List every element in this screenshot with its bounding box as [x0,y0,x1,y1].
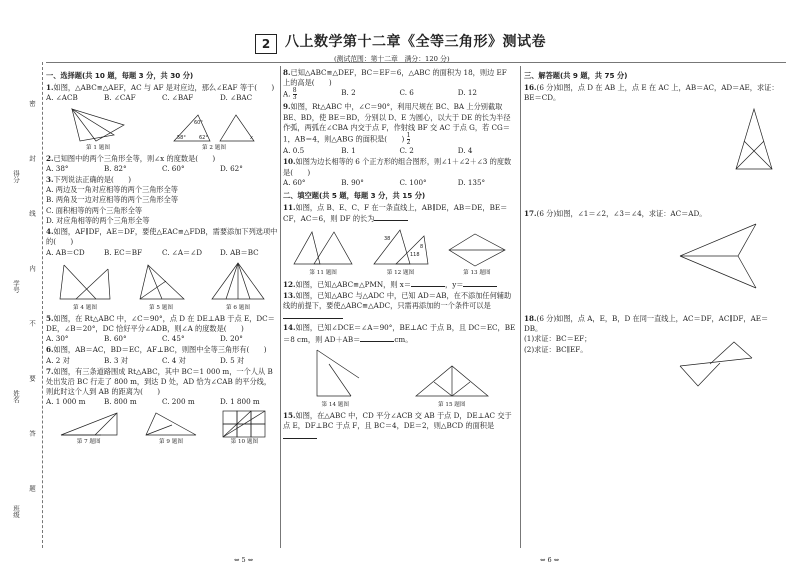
class-label: 班级 [12,505,20,518]
answer-space-16[interactable] [524,175,786,209]
paper-subtitle: (测试范围：第十二章 满分：120 分) [334,55,450,63]
svg-text:38: 38 [384,235,391,242]
figure-15-diagram [412,362,492,402]
paper-number: 2 [255,34,277,54]
svg-text:60°: 60° [194,119,203,126]
figure-13-diagram [445,230,509,270]
figure-15 [412,362,492,410]
svg-text:8: 8 [420,243,424,250]
figure-12-caption: 第 12 题图 [386,269,415,276]
q18-part-2: (2)求证：BC∥EF。 [524,344,588,354]
figure-4-diagram [56,259,114,305]
page-number-right: ⇔ 6 ⇔ [540,556,560,564]
figures-1-2 [46,105,278,153]
seal-char: 内 [28,265,36,272]
figure-16-diagram [732,105,776,175]
figure-13 [445,230,509,278]
student-info-strip [8,60,36,540]
figure-17 [524,220,786,292]
figure-14 [307,346,363,410]
svg-text:118: 118 [410,251,421,258]
seal-char: 线 [28,210,36,217]
q12-x-blank[interactable] [411,279,445,287]
figure-10 [221,409,267,447]
question-14: 14.如图，已知∠DCE＝∠A＝90°，BE⊥AC 于点 B，且 DC＝EC，BE＝8 cm，则 AD＋AB＝ cm。 [283,323,516,344]
name-label: 姓名 [12,390,20,403]
figure-2-diagram [170,111,258,145]
figure-14-caption: 第 14 题图 [321,401,349,408]
figures-11-13 [283,226,516,278]
seal-char: 封 [28,155,36,162]
question-1: 1.如图，△ABC≌△AEF，AC 与 AF 是对应边，那么∠EAF 等于( ) A. ∠ACB B. ∠CAF C. ∠BAF D. ∠BAC [46,83,275,103]
divider-1 [280,66,281,548]
divider-2 [520,66,521,548]
figure-12-diagram [370,226,430,270]
figure-17-diagram [676,220,766,292]
question-7: 7.如图，有三条道路围成 Rt△ABC，其中 BC＝1 000 m，一个人从 B 处出发沿 BC 行走了 800 m，到达 D 处，AD 恰为∠CAB 的平分线，则此时这个人到 AB 的距离为( ) A. 1 000 m B. 800 m C. 200 m D. 1 800 m [46,366,273,407]
q11-answer-blank[interactable] [374,213,408,221]
q8-option-a: A. $\frac{8}{3}$ [283,87,297,102]
question-8: 8.已知△ABC≌△DEF，BC＝EF＝6，△ABC 的面积为 18，则边 EF 上的高是( ) A. $\frac{8}{3}$ B. 2 C. 6 D. 12 [283,68,507,102]
paper-title: 八上数学第十二章《全等三角形》测试卷 [285,34,546,50]
figure-13-caption: 第 13 题图 [463,269,491,276]
question-5: 5.如图，在 Rt△ABC 中，∠C＝90°，点 D 在 DE⊥AB 于点 E，DC＝DE，∠B＝20°，DC 恰好平分∠ADB，则∠A 的度数是( ) A. 30° B. 60° C. 45° D. 20° [46,313,275,344]
question-18: 18.(6 分)如图，点 A，E，B，D 在同一直线上，AC＝DF，AC∥DF，AE＝DB。 (1)求证：BC＝EF； (2)求证：BC∥EF。 [524,314,786,355]
page-number-left: ⇔ 5 ⇔ [234,556,254,564]
figure-4 [56,259,114,313]
figure-11 [290,226,356,278]
q12-y-blank[interactable] [463,279,497,287]
question-9: 9.如图，Rt△ABC 中，∠C＝90°，利用尺规在 BC、BA 上分别截取 BE、BD，使 BE＝BD，分别以 D、E 为圆心，以大于 DE 的长为半径作弧，两弧在∠CBA 内交于点 F，作射线 BF 交 AC 于点 G，若 CG＝1，AB＝4，则△ABG 的面积是( ) $\frac{1}{2}$ A. 0.5 B. 1 C. 2 D. 4 [283,102,511,156]
answer-space-17[interactable] [524,292,786,314]
section-choice-title: 一、选择题(共 10 题，每题 3 分，共 30 分) [46,71,194,80]
figure-6-caption: 第 6 题图 [226,304,250,311]
figure-5 [134,259,188,313]
figure-2-caption: 第 2 题图 [202,144,226,151]
score-label: 得分 [12,170,20,183]
figure-2 [170,111,258,153]
figure-16 [524,105,786,175]
q18-part-1: (1)求证：BC＝EF； [524,334,592,344]
question-13: 13.如图，已知△ABC 与△ADC 中，已知 AD＝AB，在不添加任何辅助线的前提下，要使△ABC≌△ADC，只需再添加的一个条件可以是 [283,291,516,323]
figures-14-15 [283,346,516,410]
question-2: 2.已知图中的两个三角形全等，则∠x 的度数是( ) A. 38° B. 82° C. 60° D. 62° [46,153,243,173]
figure-6 [208,259,268,313]
figures-7-10 [46,409,278,447]
seal-char: 要 [28,375,36,382]
q13-answer-blank[interactable] [283,311,343,319]
figure-9-caption: 第 9 题图 [159,438,183,445]
svg-text:58°: 58° [177,134,186,141]
question-11: 11.如图，点 B、E、C、F 在一条直线上，AB∥DE，AB＝DE，BE＝CF，AC＝6，则 DF 的长为 [283,203,508,224]
section-fill-title: 二、填空题(共 5 题，每题 3 分，共 15 分) [283,190,426,200]
figure-7 [57,411,121,447]
left-column [46,68,278,548]
figure-5-caption: 第 5 题图 [149,304,173,311]
figure-9-diagram [142,411,200,439]
q15-answer-blank[interactable] [283,431,317,439]
q14-answer-blank[interactable] [360,334,394,342]
middle-column [283,68,516,548]
fraction-8-3: $\frac{8}{3}$ [292,87,297,102]
question-6: 6.如图，AB＝AC，BD＝EC，AF⊥BC，则图中全等三角形有( ) A. 2 对 B. 3 对 C. 4 对 D. 5 对 [46,345,267,365]
figure-15-caption: 第 15 题图 [438,401,466,408]
question-4: 4.如图，AF∥DF，AE＝DF，要使△EAC≌△FDB，需要添加下列选项中的( ) A. AB＝CD B. EC＝BF C. ∠A＝∠D D. AB＝BC [46,227,278,257]
question-3: 3.下列说法正确的是( ) A. 两边及一角对应相等的两个三角形全等 B. 两角及一边对应相等的两个三角形全等 C. 面积相等的两个三角形全等 D. 对应角相等的两个三角形全等 [46,175,179,225]
section-answer-title: 三、解答题(共 9 题，共 75 分) [524,71,628,80]
figure-11-diagram [290,226,356,270]
left-border [42,62,43,548]
question-16: 16.(6 分)如图，点 D 在 AB 上，点 E 在 AC 上，AB＝AC，AD＝AE，求证：BE＝CD。 [524,83,779,103]
seal-char: 密 [28,100,36,107]
class-no-label: 学号 [12,280,20,293]
figure-5-diagram [134,259,188,305]
figure-1-caption: 第 1 题图 [86,144,110,151]
figure-10-caption: 第 10 题图 [230,438,259,445]
question-10: 10.如图为边长相等的 6 个正方形的组合图形，则∠1＋∠2＋∠3 的度数是( ) A. 60° B. 90° C. 100° D. 135° [283,157,512,187]
figure-7-caption: 第 7 题图 [76,438,101,445]
seal-char: 题 [28,485,36,492]
seal-char: 不 [28,320,36,327]
figure-7-diagram [57,411,121,439]
question-12: 12.如图，已知△ABC≌△PMN，则 x＝ ，y＝ [283,279,516,290]
figures-4-6 [46,259,278,313]
figure-18-diagram [676,338,756,390]
figure-14-diagram [307,346,363,402]
svg-text:62°: 62° [199,134,208,141]
figure-11-caption: 第 11 题图 [309,269,337,276]
figure-12 [370,226,430,278]
figure-4-caption: 第 4 题图 [73,304,97,311]
right-column [524,68,786,548]
figure-9 [142,411,200,447]
fraction-1-2: $\frac{1}{2}$ [406,132,411,147]
question-17: 17.(6 分)如图，∠1＝∠2，∠3＝∠4，求证：AC＝AD。 [524,208,707,218]
figure-6-diagram [208,259,268,305]
seal-char: 答 [28,430,36,437]
question-15: 15.如图，在△ABC 中，CD 平分∠ACB 交 AB 于点 D，DE⊥AC 交于点 E，DF⊥BC 于点 F，且 BC＝4，DE＝2，则△BCD 的面积是 [283,411,516,443]
figure-1-diagram [66,105,130,145]
figure-1 [66,105,130,153]
figure-10-diagram [221,409,267,439]
svg-text:x: x [250,134,253,141]
